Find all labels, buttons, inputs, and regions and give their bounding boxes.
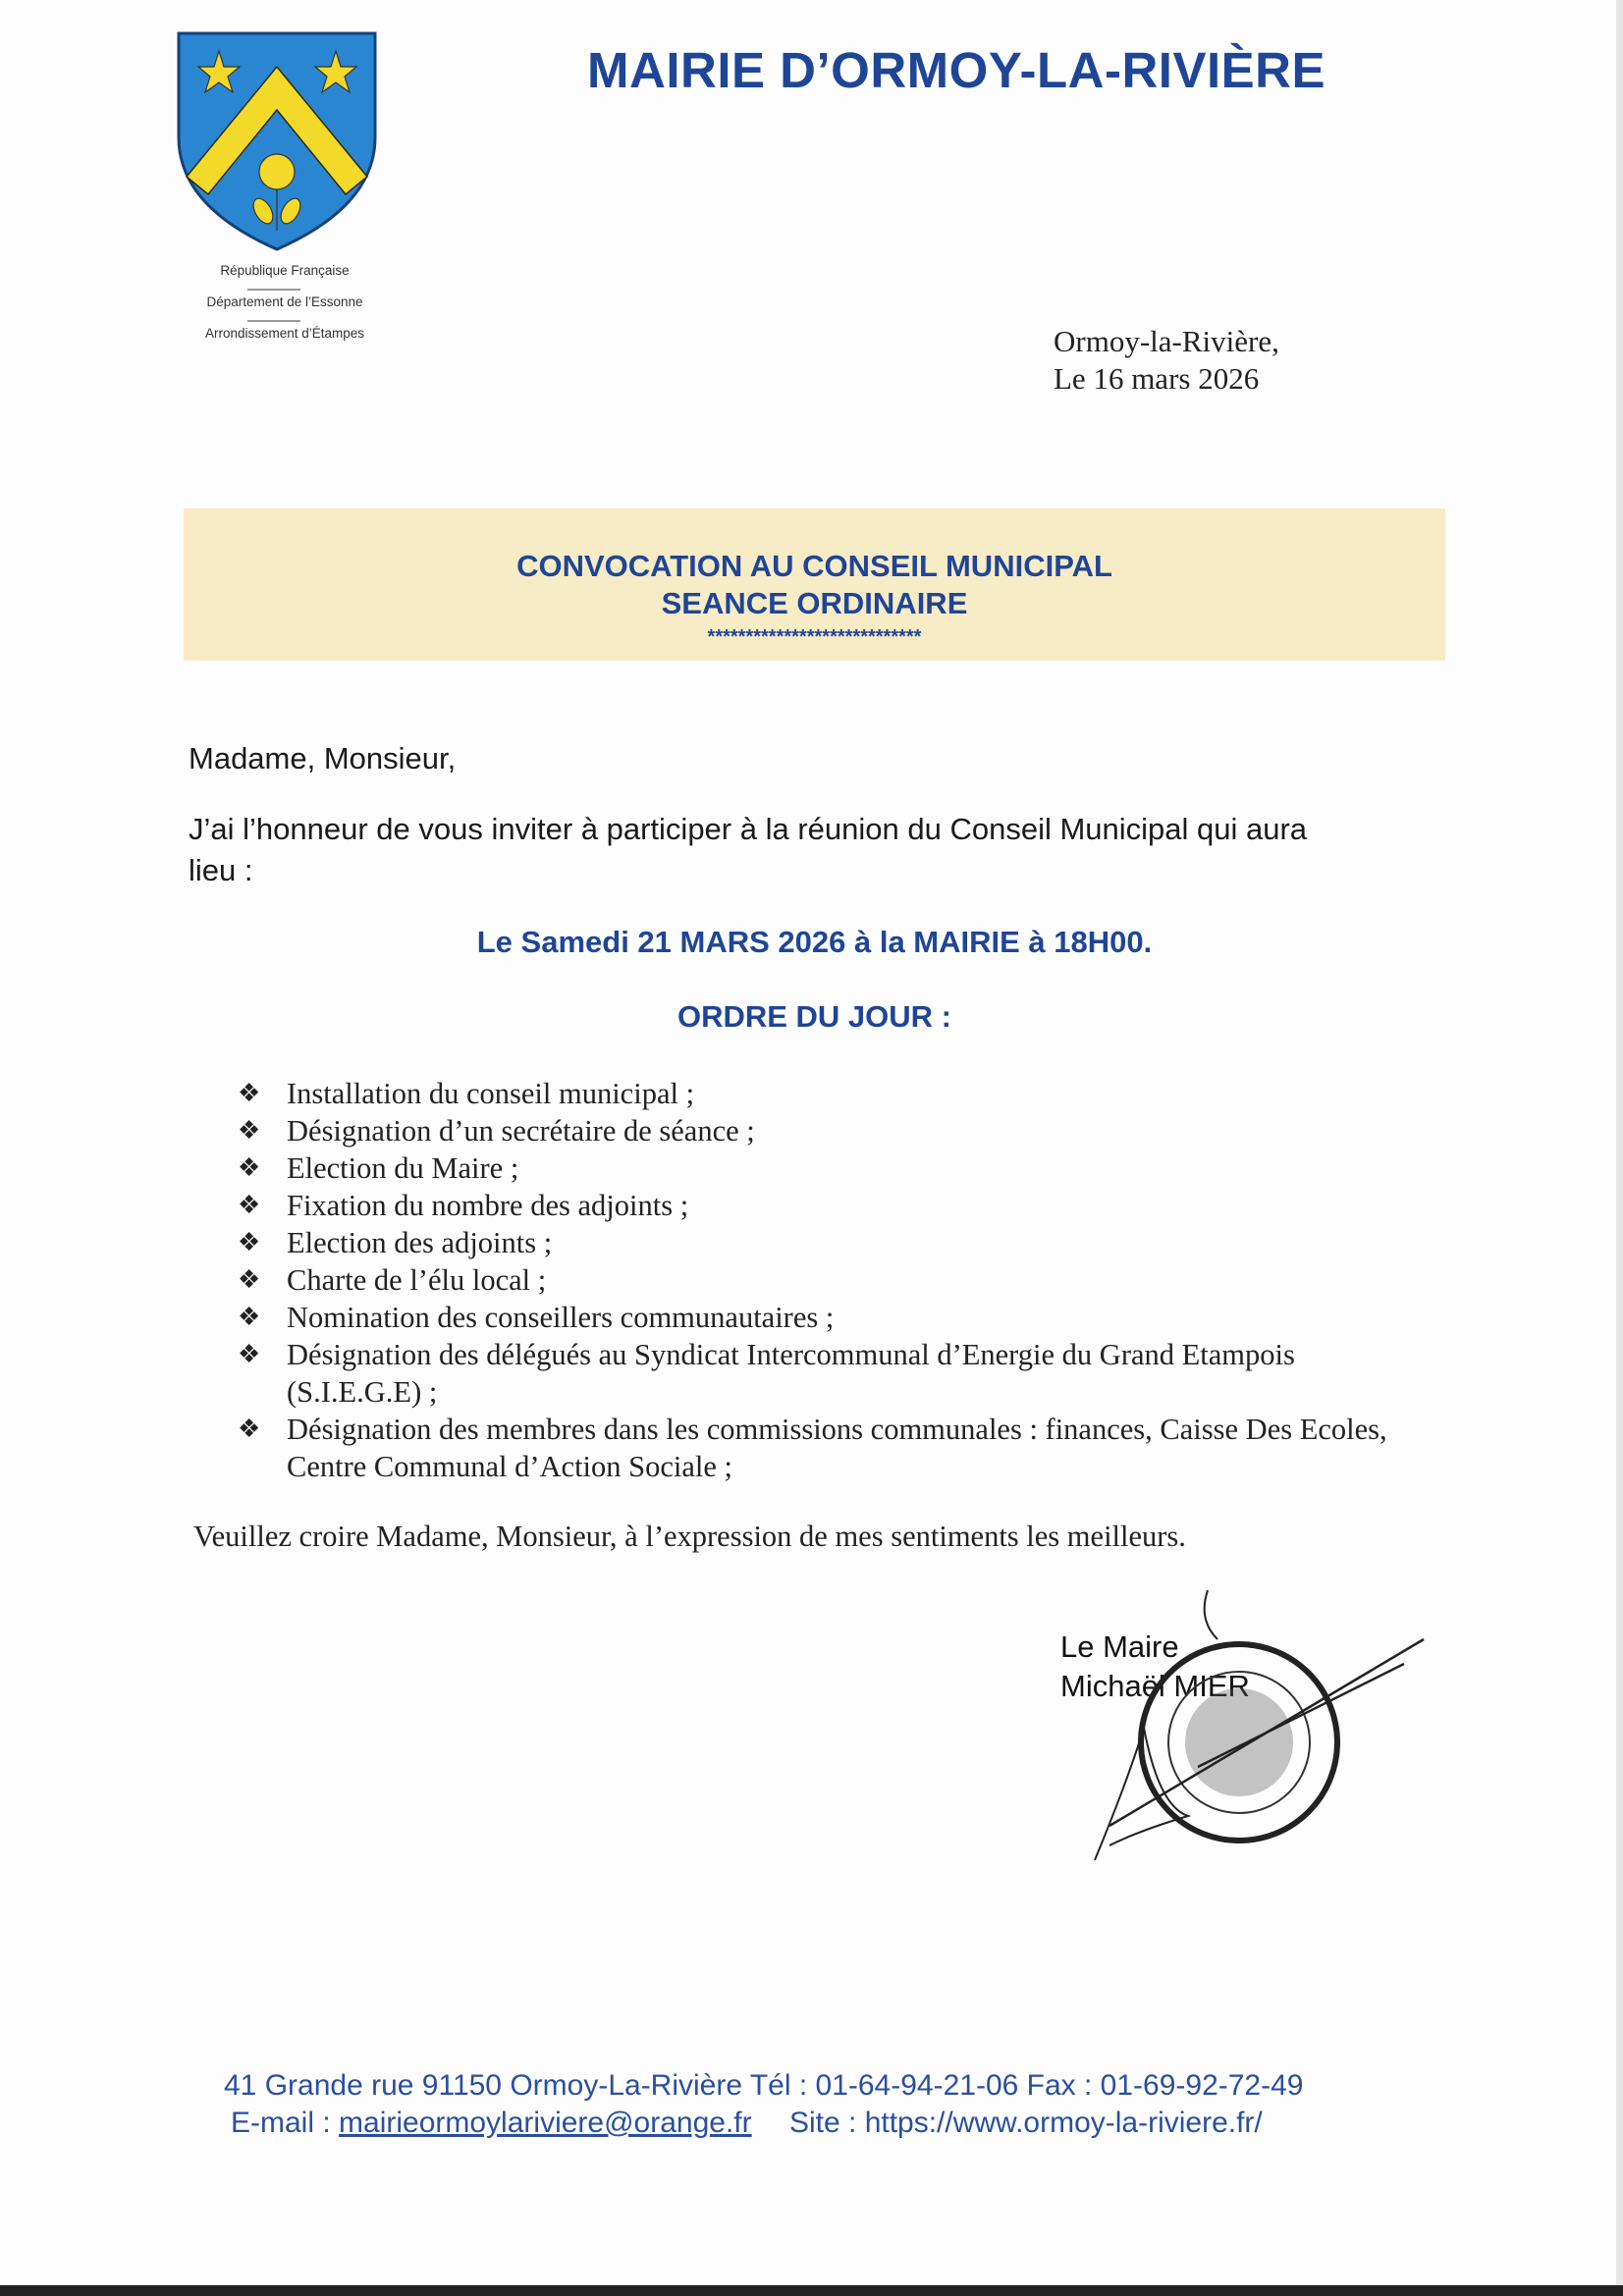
caption-departement: Département de l’Essonne xyxy=(206,294,363,309)
signature-name: Michaël MIER xyxy=(1060,1669,1250,1703)
intro-line-1: J’ai l’honneur de vous inviter à participer à la réunion du Conseil Municipal qui aura xyxy=(189,812,1308,846)
diamond-bullet-icon: ❖ xyxy=(238,1079,261,1107)
agenda-title: ORDRE DU JOUR : xyxy=(676,999,951,1034)
agenda-list xyxy=(236,1075,1394,1485)
diamond-bullet-icon: ❖ xyxy=(238,1153,261,1182)
caption-arrondissement: Arrondissement d’Étampes xyxy=(204,326,365,341)
coat-of-arms-logo xyxy=(177,29,377,251)
agenda-item: ❖ Désignation des délégués au Syndicat Intercommunal d’Energie du Grand Etampois (S.I.E.G.E) ; xyxy=(238,1338,1295,1409)
scan-edge-bottom xyxy=(0,2285,1623,2296)
footer-contact: E-mail : mairieormoylariviere@orange.fr Site : https://www.ormoy-la-riviere.fr/ xyxy=(231,2107,1263,2139)
diamond-bullet-icon: ❖ xyxy=(238,1265,261,1294)
diamond-bullet-icon: ❖ xyxy=(238,1415,261,1443)
email-link[interactable]: mairieormoylariviere@orange.fr xyxy=(339,2107,752,2139)
diamond-bullet-icon: ❖ xyxy=(238,1228,261,1256)
divider xyxy=(247,289,300,291)
agenda-item: ❖ Charte de l’élu local ; xyxy=(238,1263,547,1297)
diamond-bullet-icon: ❖ xyxy=(238,1340,261,1368)
intro-line-2: lieu : xyxy=(189,853,253,887)
closing-line: Veuillez croire Madame, Monsieur, à l’expression de mes sentiments les meilleurs. xyxy=(193,1520,1186,1553)
diamond-bullet-icon: ❖ xyxy=(238,1191,261,1219)
caption-republique: République Française xyxy=(220,263,350,278)
diamond-bullet-icon: ❖ xyxy=(238,1116,261,1145)
divider xyxy=(247,320,300,322)
diamond-bullet-icon: ❖ xyxy=(238,1303,261,1331)
banner-title: CONVOCATION AU CONSEIL MUNICIPAL xyxy=(516,549,1112,583)
meeting-datetime: Le Samedi 21 MARS 2026 à la MAIRIE à 18H00. xyxy=(476,925,1153,959)
agenda-item: ❖ Election des adjoints ; xyxy=(238,1226,553,1259)
banner-stars: **************************** xyxy=(707,626,922,648)
date-place: Ormoy-la-Rivière, xyxy=(1054,324,1279,358)
site-link[interactable]: https://www.ormoy-la-riviere.fr/ xyxy=(864,2107,1263,2139)
footer-address: 41 Grande rue 91150 Ormoy-La-Rivière Tél : 01-64-94-21-06 Fax : 01-69-92-72-49 xyxy=(224,2069,1304,2102)
banner-subtitle: SEANCE ORDINAIRE xyxy=(661,586,968,620)
agenda-item: ❖ Désignation d’un secrétaire de séance ; xyxy=(238,1114,755,1148)
agenda-item: ❖ Installation du conseil municipal ; xyxy=(238,1077,695,1110)
agenda-item: ❖ Election du Maire ; xyxy=(238,1151,519,1185)
letterhead-title: MAIRIE D’ORMOY-LA-RIVIÈRE xyxy=(587,42,1326,98)
signature-role: Le Maire xyxy=(1060,1629,1179,1664)
greeting: Madame, Monsieur, xyxy=(189,741,457,775)
agenda-item: ❖ Nomination des conseillers communautaires ; xyxy=(238,1301,835,1334)
agenda-item: ❖ Fixation du nombre des adjoints ; xyxy=(238,1189,689,1222)
scan-edge xyxy=(1616,0,1623,2296)
date-value: Le 16 mars 2026 xyxy=(1054,361,1260,396)
agenda-item: ❖ Désignation des membres dans les commissions communales : finances, Caisse Des Ecoles, Centre Communal d’Action Sociale ; xyxy=(238,1413,1387,1483)
official-stamp-and-signature xyxy=(1051,1580,1443,1875)
